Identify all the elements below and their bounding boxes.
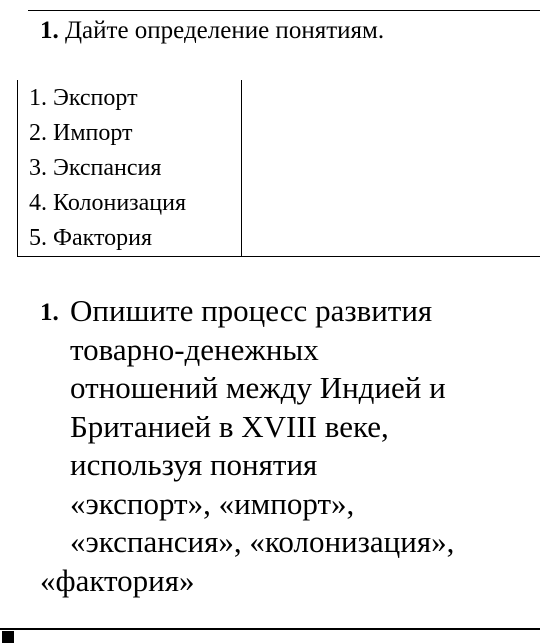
- term-label: 4. Колонизация: [29, 190, 187, 216]
- term-label: 2. Импорт: [29, 120, 133, 146]
- bottom-rule: [0, 628, 540, 630]
- task2-line: используя понятия: [70, 447, 318, 482]
- task2-line: «фактория»: [40, 562, 195, 598]
- cutoff-text-fragment: [2, 631, 14, 643]
- terms-table: [17, 80, 540, 257]
- task1-heading: [40, 16, 384, 46]
- task2-number: 1.: [40, 299, 59, 326]
- term-row: [17, 220, 241, 255]
- task2-block: [40, 292, 530, 600]
- term-label: 1. Экспорт: [29, 85, 138, 111]
- task2-line: Британией в XVIII веке,: [70, 408, 389, 444]
- task2-line: отношений между Индией и: [70, 370, 446, 405]
- task1-number: 1.: [40, 17, 59, 44]
- term-row: [17, 115, 241, 150]
- table-column-divider: [241, 80, 242, 256]
- task2-line: товарно-денежных: [70, 331, 319, 367]
- task1-text: Дайте определение понятиям.: [65, 17, 385, 44]
- term-label: 3. Экспансия: [29, 155, 162, 181]
- task2-line: Опишите процесс развития: [70, 293, 433, 328]
- term-row: [17, 185, 241, 220]
- term-row: [17, 150, 241, 185]
- top-rule: [28, 10, 540, 11]
- task2-line: «экспорт», «импорт»,: [70, 485, 355, 521]
- term-row: [17, 80, 241, 115]
- task2-line: «экспансия», «колонизация»,: [70, 524, 455, 559]
- term-label: 5. Фактория: [29, 225, 153, 251]
